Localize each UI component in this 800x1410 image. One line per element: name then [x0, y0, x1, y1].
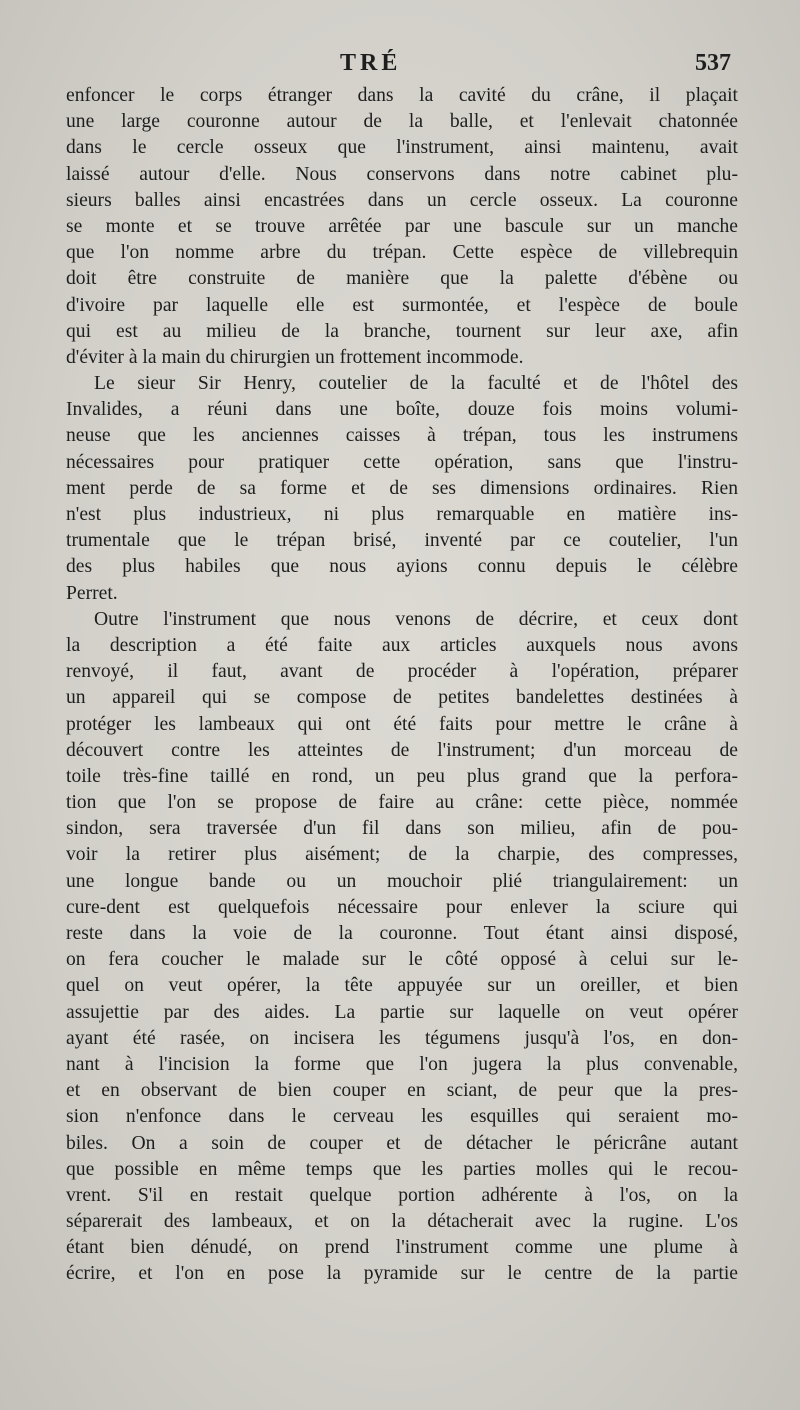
text-line: découvert contre les atteintes de l'instrument; d'un morceau de [66, 739, 738, 761]
text-line: d'ivoire par laquelle elle est surmontée, et l'espèce de boule [66, 294, 738, 316]
text-line: sindon, sera traversée d'un fil dans son milieu, afin de pou- [66, 818, 738, 840]
text-line: renvoyé, il faut, avant de procéder à l'opération, préparer [66, 661, 738, 683]
paragraph [66, 83, 738, 371]
text-line: quel on veut opérer, la tête appuyée sur un oreiller, et bien [66, 975, 738, 997]
text-line: biles. On a soin de couper et de détacher le péricrâne autant [66, 1132, 738, 1154]
text-line: n'est plus industrieux, ni plus remarquable en matière ins- [66, 504, 738, 525]
text-line: enfoncer le corps étranger dans la cavité du crâne, il plaçait [66, 85, 738, 106]
page-number: 537 [695, 50, 731, 76]
paragraph [66, 607, 738, 1288]
text-line: tion que l'on se propose de faire au crâne: cette pièce, nommée [66, 792, 738, 814]
text-line: doit être construite de manière que la palette d'ébène ou [66, 268, 738, 290]
text-line: ayant été rasée, on incisera les tégumens jusqu'à l'os, en don- [66, 1027, 738, 1049]
text-line: écrire, et l'on en pose la pyramide sur le centre de la partie [66, 1263, 738, 1285]
text-line: laissé autour d'elle. Nous conservons dans notre cabinet plu- [66, 163, 738, 185]
text-line: un appareil qui se compose de petites bandelettes destinées à [66, 687, 738, 709]
text-line: se monte et se trouve arrêtée par une bascule sur un manche [66, 215, 738, 237]
text-line: ment perde de sa forme et de ses dimensions ordinaires. Rien [66, 477, 738, 499]
text-line: que l'on nomme arbre du trépan. Cette espèce de villebrequin [66, 242, 738, 264]
text-line: dans le cercle osseux que l'instrument, ainsi maintenu, avait [66, 137, 738, 159]
text-line: nant à l'incision la forme que l'on jugera la plus convenable, [66, 1053, 738, 1075]
text-line: protéger les lambeaux qui ont été faits pour mettre le crâne à [66, 713, 738, 735]
body-text [66, 83, 738, 1288]
text-line: une longue bande ou un mouchoir plié triangulairement: un [66, 870, 738, 892]
page-header [0, 50, 800, 80]
text-line: neuse que les anciennes caisses à trépan, tous les instrumens [66, 425, 738, 447]
text-line: Outre l'instrument que nous venons de décrire, et ceux dont [94, 608, 738, 630]
text-line: assujettie par des aides. La partie sur laquelle on veut opérer [66, 1001, 738, 1023]
text-line: la description a été faite aux articles auxquels nous avons [66, 634, 738, 656]
text-line: cure-dent est quelquefois nécessaire pour enlever la sciure qui [66, 896, 738, 918]
text-line: que possible en même temps que les parties molles qui le recou- [66, 1158, 738, 1180]
text-line: toile très-fine taillé en rond, un peu plus grand que la perfora- [66, 765, 738, 787]
text-line: vrent. S'il en restait quelque portion adhérente à l'os, on la [66, 1184, 738, 1206]
text-line: des plus habiles que nous ayions connu depuis le célèbre [66, 556, 738, 578]
paragraph [66, 371, 738, 607]
text-line: sieurs balles ainsi encastrées dans un cercle osseux. La couronne [66, 189, 738, 211]
text-line: trumentale que le trépan brisé, inventé par ce coutelier, l'un [66, 530, 738, 552]
text-line: Le sieur Sir Henry, coutelier de la faculté et de l'hôtel des [94, 373, 738, 395]
text-line: Invalides, a réuni dans une boîte, douze fois moins volumi- [66, 399, 738, 421]
text-line: séparerait des lambeaux, et on la détacherait avec la rugine. L'os [66, 1211, 738, 1233]
text-line: étant bien dénudé, on prend l'instrument comme une plume à [66, 1237, 738, 1259]
text-line: d'éviter à la main du chirurgien un frottement incommode. [66, 346, 524, 368]
text-line: et en observant de bien couper en sciant, de peur que la pres- [66, 1080, 738, 1102]
text-line: voir la retirer plus aisément; de la charpie, des compresses, [66, 844, 738, 866]
text-line: Perret. [66, 582, 118, 604]
text-line: une large couronne autour de la balle, et l'enlevait chatonnée [66, 111, 738, 133]
running-head: TRÉ [340, 50, 402, 76]
text-line: reste dans la voie de la couronne. Tout étant ainsi disposé, [66, 923, 738, 944]
text-line: on fera coucher le malade sur le côté opposé à celui sur le- [66, 949, 738, 971]
text-line: nécessaires pour pratiquer cette opération, sans que l'instru- [66, 451, 738, 473]
text-line: qui est au milieu de la branche, tournent sur leur axe, afin [66, 320, 738, 342]
text-line: sion n'enfonce dans le cerveau les esquilles qui seraient mo- [66, 1106, 738, 1128]
